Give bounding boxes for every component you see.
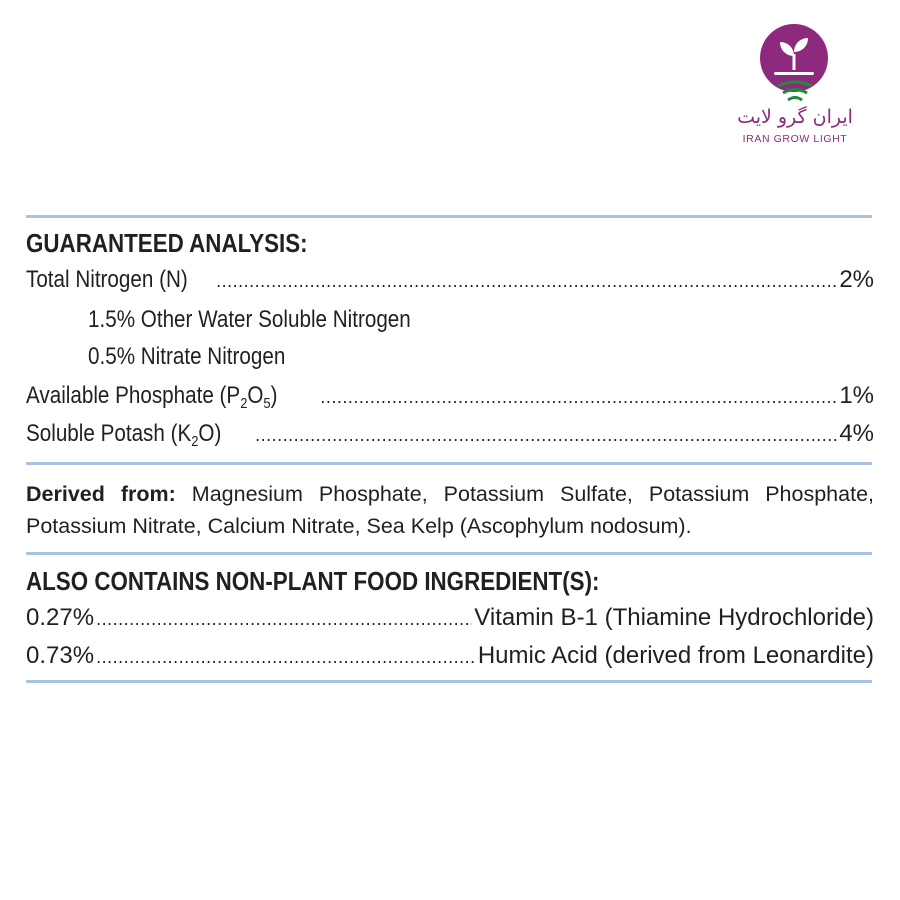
guaranteed-analysis-heading: GUARANTEED ANALYSIS: xyxy=(26,228,308,258)
ingredient-name: Humic Acid (derived from Leonardite) xyxy=(477,642,874,669)
ingredient-percent: 0.73% xyxy=(26,642,95,669)
derived-from-section xyxy=(26,478,874,548)
total-nitrogen-label: Total Nitrogen (N) xyxy=(26,266,188,293)
derived-from-text xyxy=(26,478,874,542)
nitrogen-sub-item: 0.5% Nitrate Nitrogen xyxy=(88,343,286,370)
ingredient-name: Vitamin B-1 (Thiamine Hydrochloride) xyxy=(474,604,874,631)
logo-name-persian: ایران گرو لایت xyxy=(737,106,853,128)
non-plant-section xyxy=(26,564,874,676)
leader-dots xyxy=(255,425,837,446)
divider-top xyxy=(26,215,872,218)
leader-dots xyxy=(96,609,472,630)
phosphate-value: 1% xyxy=(839,382,874,409)
potash-row xyxy=(26,420,874,456)
non-plant-heading: ALSO CONTAINS NON-PLANT FOOD INGREDIENT(S): xyxy=(26,566,600,596)
divider-bottom xyxy=(26,680,872,683)
ingredient-row xyxy=(26,642,874,678)
phosphate-row xyxy=(26,382,874,418)
divider-after-derived xyxy=(26,552,872,555)
nitrogen-sub-item: 1.5% Other Water Soluble Nitrogen xyxy=(88,306,411,333)
light-waves-icon xyxy=(774,80,816,104)
total-nitrogen-row xyxy=(26,266,874,302)
logo-name-english: IRAN GROW LIGHT xyxy=(742,133,848,145)
potash-value: 4% xyxy=(839,420,874,447)
derived-from-label: Derived from: xyxy=(26,482,176,506)
phosphate-label: Available Phosphate $(P_2O_5)$ xyxy=(26,382,278,412)
derived-from-ingredients: Magnesium Phosphate, Potassium Sulfate, Potassium Phosphate, Potassium Nitrate, Calcium Nitrate, Sea Kelp (Ascophylum nodosum). xyxy=(26,482,874,538)
divider-after-analysis xyxy=(26,462,872,465)
guaranteed-analysis-section xyxy=(26,226,874,456)
leader-dots xyxy=(216,271,837,292)
potash-label: Soluble Potash $(K_2O)$ xyxy=(26,420,222,450)
brand-logo xyxy=(700,22,890,152)
ingredient-row xyxy=(26,604,874,640)
total-nitrogen-value: 2% xyxy=(839,266,874,293)
leader-dots xyxy=(96,647,476,668)
ingredient-percent: 0.27% xyxy=(26,604,95,631)
leader-dots xyxy=(320,387,837,408)
